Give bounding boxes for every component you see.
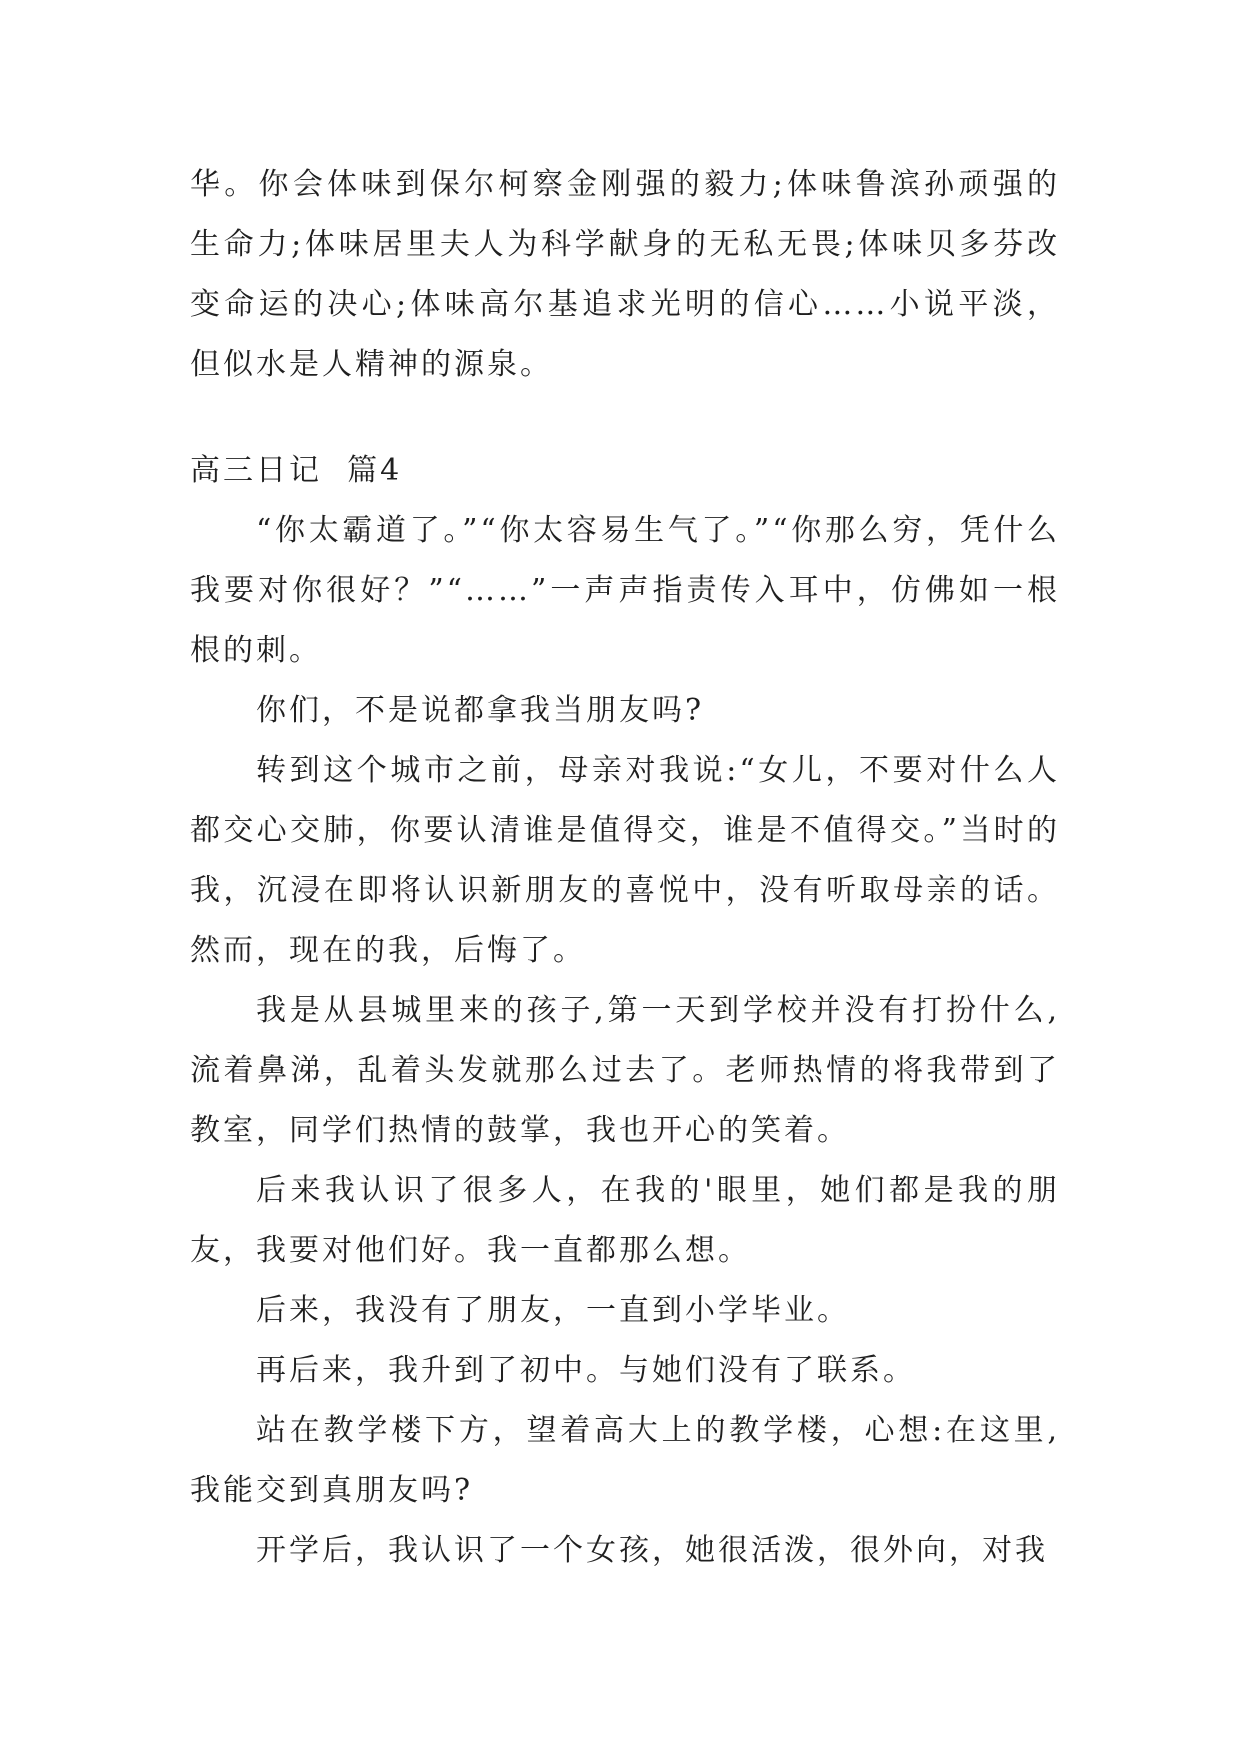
intro-paragraph: 华。你会体味到保尔柯察金刚强的毅力;体味鲁滨孙顽强的生命力;体味居里夫人为科学献身的无私无畏;体味贝多芬改变命运的决心;体味高尔基追求光明的信心……小说平淡，但似水是人精神的源泉。 bbox=[190, 167, 1060, 382]
paragraph-1: “你太霸道了。”“你太容易生气了。”“你那么穷，凭什么我要对你很好？”“……”一声声指责传入耳中，仿佛如一根根的刺。 bbox=[190, 513, 1060, 668]
paragraph-2: 你们，不是说都拿我当朋友吗? bbox=[256, 693, 705, 728]
paragraph-4: 我是从县城里来的孩子,第一天到学校并没有打扮什么,流着鼻涕，乱着头发就那么过去了。老师热情的将我带到了教室，同学们热情的鼓掌，我也开心的笑着。 bbox=[190, 993, 1060, 1148]
section-title: 高三日记 篇4 bbox=[190, 453, 403, 488]
document-page bbox=[190, 155, 1060, 1581]
paragraph-7: 再后来，我升到了初中。与她们没有了联系。 bbox=[256, 1353, 916, 1388]
paragraph-6: 后来，我没有了朋友，一直到小学毕业。 bbox=[256, 1293, 850, 1328]
paragraph-3: 转到这个城市之前，母亲对我说:“女儿，不要对什么人都交心交肺，你要认清谁是值得交，谁是不值得交。”当时的我，沉浸在即将认识新朋友的喜悦中，没有听取母亲的话。然而，现在的我，后悔了。 bbox=[190, 753, 1060, 968]
paragraph-9: 开学后，我认识了一个女孩，她很活泼，很外向，对我 bbox=[256, 1533, 1048, 1568]
paragraph-8: 站在教学楼下方，望着高大上的教学楼，心想:在这里,我能交到真朋友吗? bbox=[190, 1413, 1060, 1508]
paragraph-5: 后来我认识了很多人，在我的'眼里，她们都是我的朋友，我要对他们好。我一直都那么想。 bbox=[190, 1173, 1060, 1268]
